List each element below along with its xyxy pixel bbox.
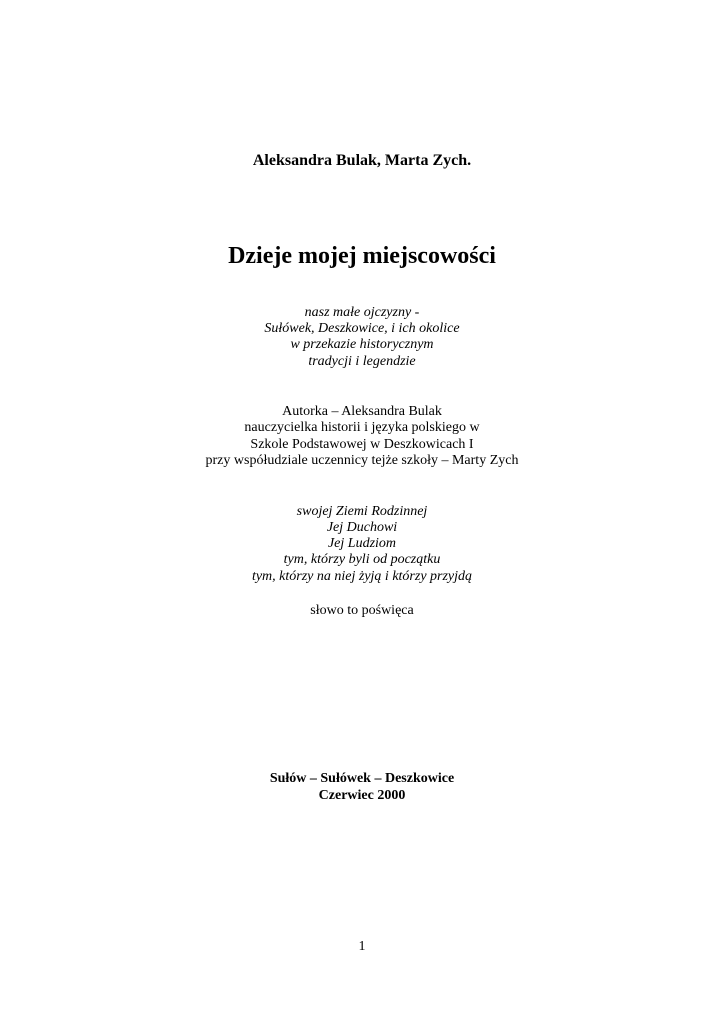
dedication-line-1: swojej Ziemi Rodzinnej bbox=[296, 504, 428, 519]
credits-line-1: Autorka – Aleksandra Bulak bbox=[282, 404, 442, 419]
page-number: 1 bbox=[358, 939, 366, 954]
subtitle-line-4: tradycji i legendzie bbox=[308, 354, 416, 369]
credits-line-4: przy współudziale uczennicy tejże szkoły – Marty Zych bbox=[205, 453, 519, 468]
place-line: Sułów – Sułówek – Deszkowice bbox=[269, 771, 455, 786]
authors-line: Aleksandra Bulak, Marta Zych. bbox=[252, 152, 472, 169]
dedication-line-3: Jej Ludziom bbox=[327, 536, 397, 551]
dedication-line-5: tym, którzy na niej żyją i którzy przyjdą bbox=[251, 569, 473, 584]
credits-line-3: Szkole Podstawowej w Deszkowicach I bbox=[250, 437, 474, 452]
dedication-line-4: tym, którzy byli od początku bbox=[283, 552, 441, 567]
dedication-closing: słowo to poświęca bbox=[310, 603, 414, 618]
dedication-line-2: Jej Duchowi bbox=[326, 520, 398, 535]
subtitle-line-3: w przekazie historycznym bbox=[290, 337, 434, 352]
document-title: Dzieje mojej miejscowości bbox=[228, 243, 496, 269]
subtitle-line-1: nasz małe ojczyzny - bbox=[304, 305, 420, 320]
credits-line-2: nauczycielka historii i języka polskiego w bbox=[244, 420, 480, 435]
date-line: Czerwiec 2000 bbox=[318, 788, 406, 803]
subtitle-line-2: Sułówek, Deszkowice, i ich okolice bbox=[264, 321, 460, 336]
